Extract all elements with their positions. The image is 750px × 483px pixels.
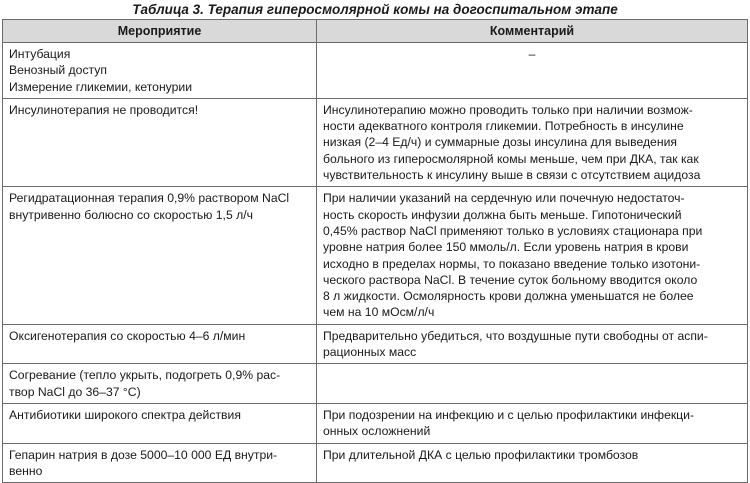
measure-cell [3,443,317,483]
comment-line: низкая (2–4 Ед/ч) и суммарные дозы инсулина для выведения [323,135,677,150]
comment-line: 0,45% раствор NaCl применяют только в условиях стационара при [323,223,703,238]
comment-cell [317,43,748,99]
measure-line: Интубация [9,47,71,61]
measure-line: Антибиотики широкого спектра действия [9,407,241,422]
measure-line: Регидратационная терапия 0,9% раствором NaCl [9,191,290,206]
comment-line: – [528,47,536,61]
measure-cell [3,43,317,99]
comment-line: При подозрении на инфекцию и с целью профилактики инфекци- [323,407,695,422]
comment-cell [317,403,748,443]
table-row [3,403,748,443]
comment-line: Инсулинотерапию можно проводить только при наличии возмож- [323,102,693,117]
measure-line: Инсулинотерапия не проводится! [9,102,199,117]
measure-line: Гепарин натрия в дозе 5000–10 000 ЕД внутри- [9,447,278,462]
measure-line: Измерение гликемии, кетонурии [9,79,193,94]
measure-line: твор NaCl до 36–37 °С) [9,384,141,399]
comment-line: исходно в пределах нормы, то показано введение только изотони- [323,256,701,271]
header-measure: Мероприятие [3,20,317,43]
table-row [3,98,748,186]
table-row [3,364,748,404]
measure-cell [3,364,317,404]
measure-cell [3,324,317,364]
comment-line: уровне натрия более 150 ммоль/л. Если уровень натрия в крови [323,240,689,255]
comment-line: ность скорость инфузии должна быть меньше. Гипотонический [323,207,682,222]
measure-cell [3,403,317,443]
measure-line: венно [9,463,43,478]
comment-line: 8 л жидкости. Осмолярность крови должна уменьшатся не более [323,289,694,304]
table-row [3,43,748,99]
comment-line: чувствительность к инсулину выше в связи с отсутствием ацидоза [323,168,701,183]
table-header-row [3,20,748,43]
comment-line: ности адекватного контроля гликемии. Потребность в инсулине [323,119,684,134]
measure-cell [3,187,317,324]
table-caption: Таблица 3. Терапия гиперосмолярной комы на догоспитальном этапе [132,2,618,17]
comment-line: При наличии указаний на сердечную или почечную недостаточ- [323,191,685,206]
comment-cell [317,324,748,364]
table-row [3,187,748,324]
comment-cell [317,443,748,483]
measure-line: внутривенно болюсно со скоростью 1,5 л/ч [9,207,253,222]
comment-line: онных осложнений [323,424,431,439]
comment-line: При длительной ДКА с целью профилактики тромбозов [323,447,639,462]
header-comment: Комментарий [317,20,748,43]
comment-line: ческого раствора NaCl. В течение суток больному вводится около [323,272,698,287]
comment-line: больного из гиперосмолярной комы меньше, чем при ДКА, так как [323,151,699,166]
comment-line: Предварительно убедиться, что воздушные пути свободны от аспи- [323,328,708,343]
measure-line: Согревание (тепло укрыть, подогреть 0,9% рас- [9,368,281,383]
measure-cell [3,98,317,186]
table-row [3,324,748,364]
measure-line: Венозный доступ [9,63,107,78]
measure-line: Оксигенотерапия со скоростью 4–6 л/мин [9,328,246,343]
comment-cell [317,98,748,186]
table-row [3,443,748,483]
comment-cell [317,364,748,404]
therapy-table [2,19,748,483]
comment-line: рационных масс [323,345,417,360]
comment-line: чем на 10 мОсм/л/ч [323,305,435,320]
comment-cell [317,187,748,324]
